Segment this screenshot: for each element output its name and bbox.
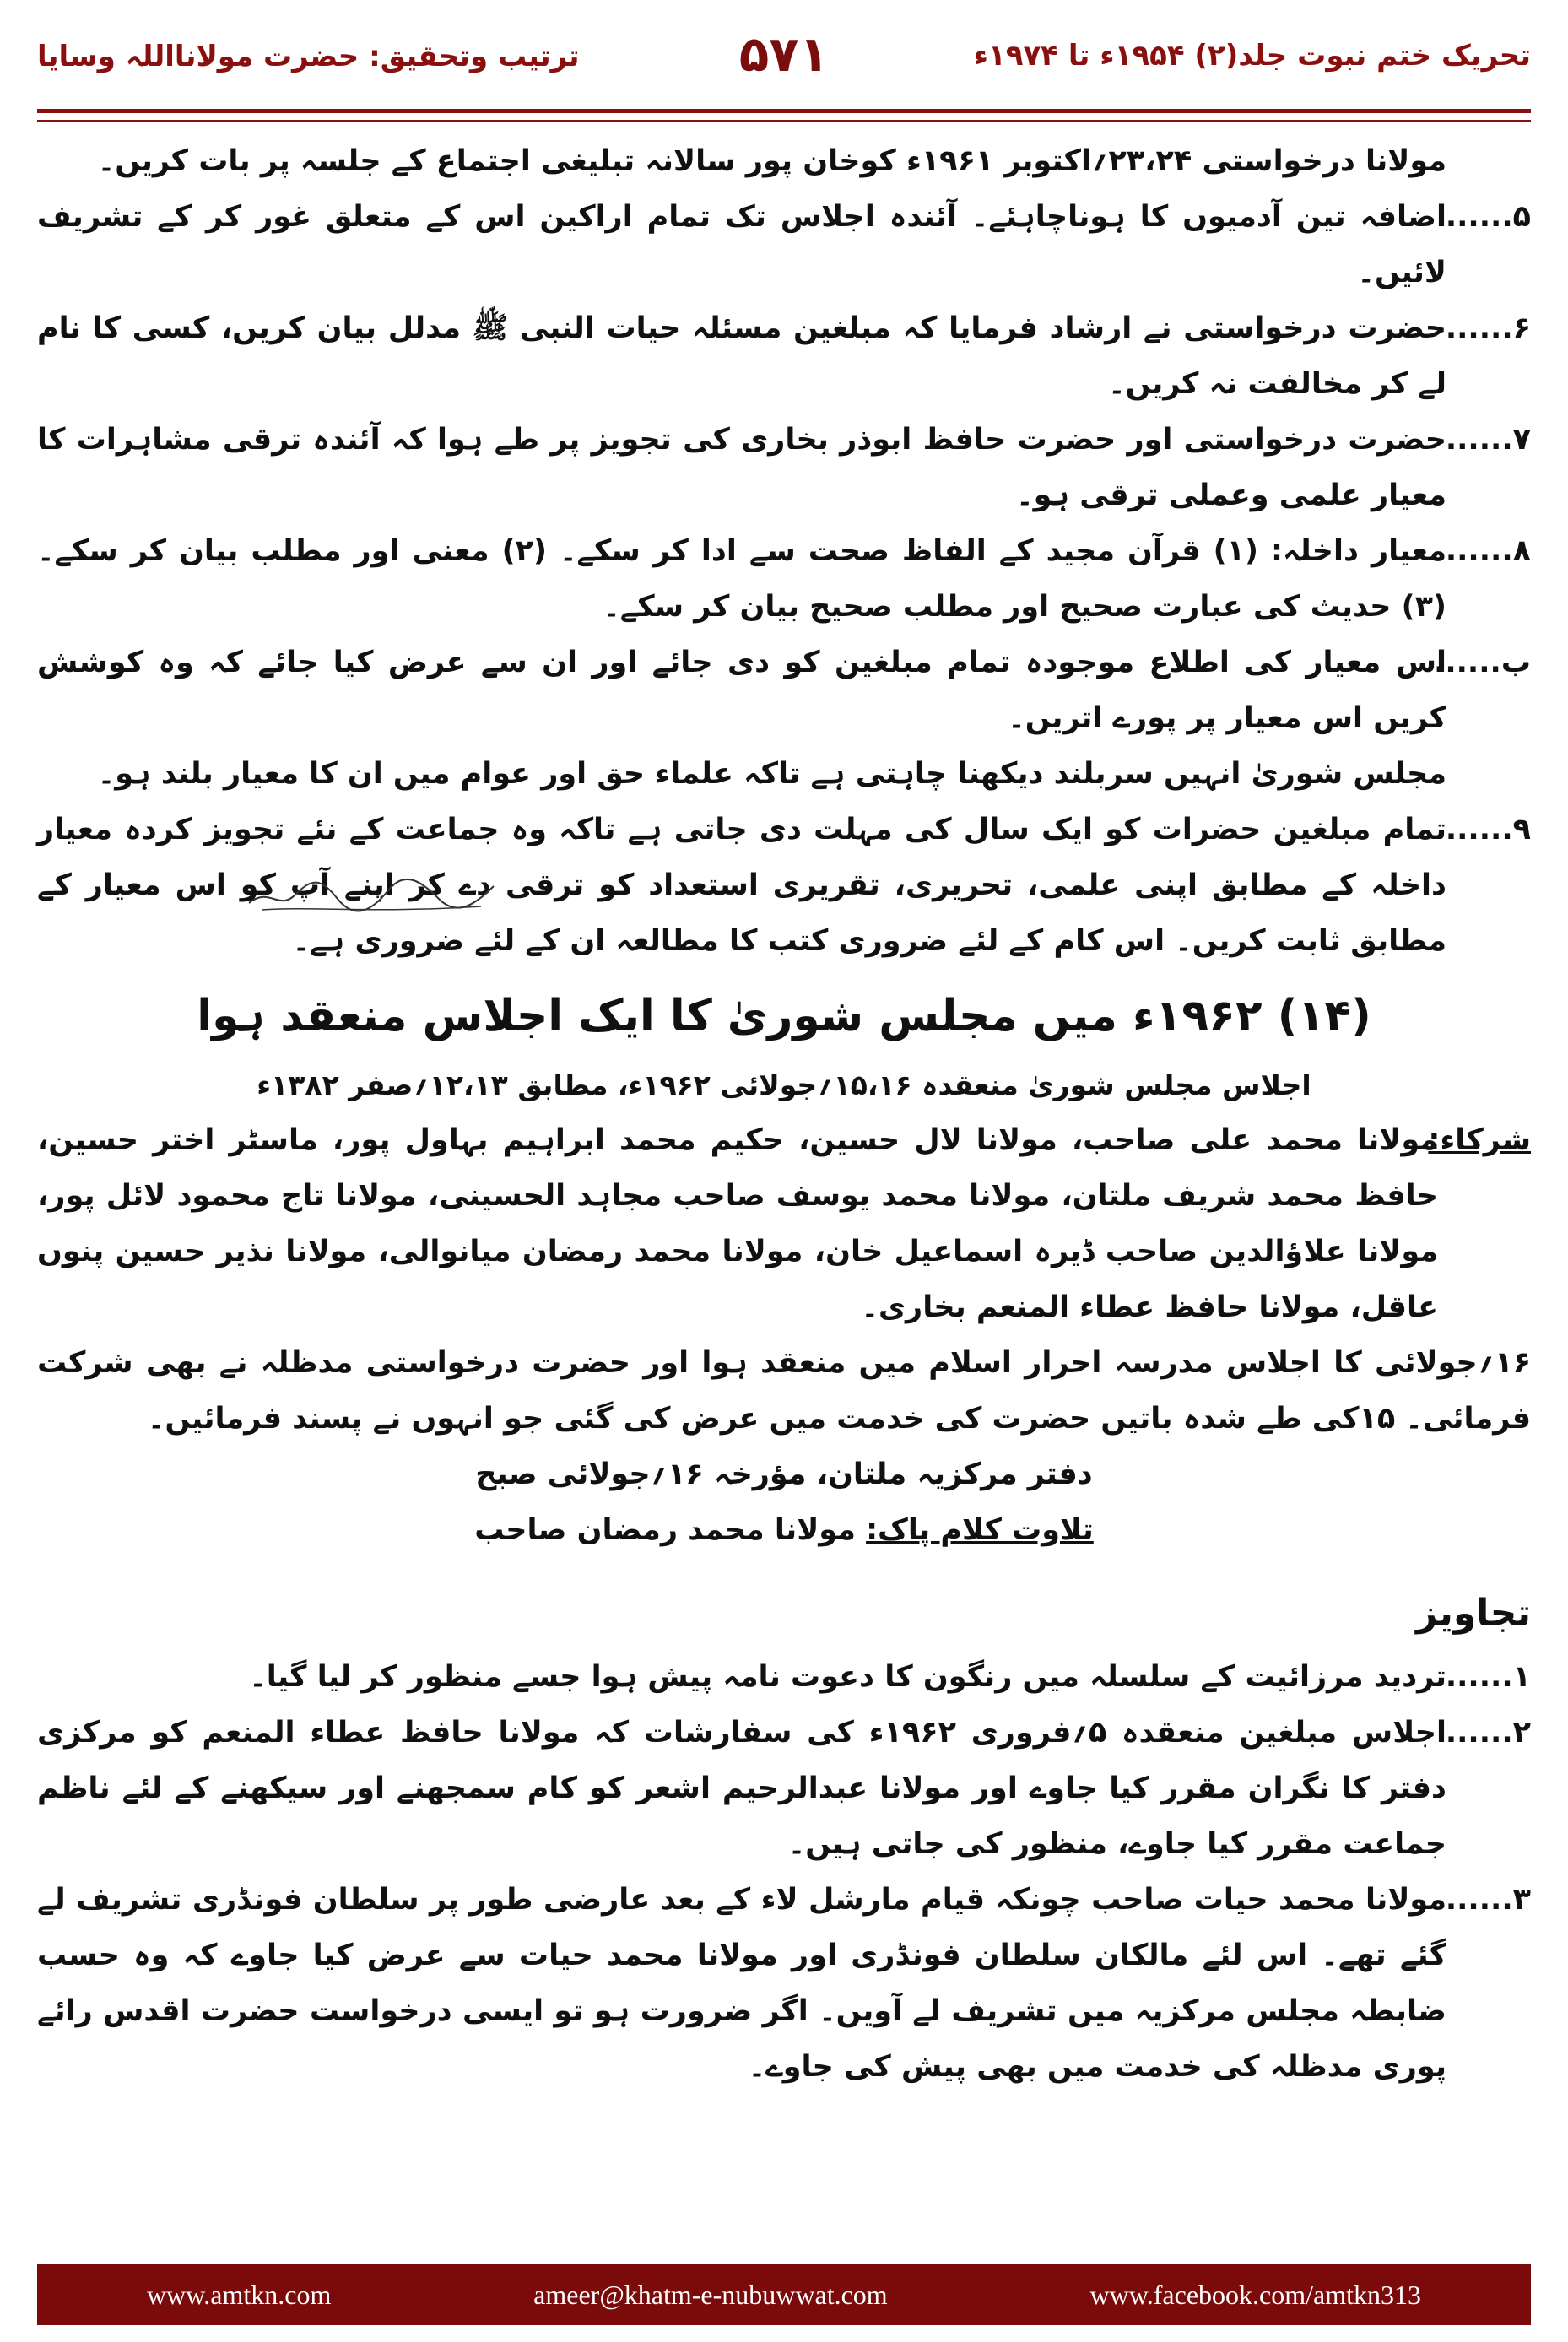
- list-item: [37, 412, 1531, 523]
- list-item: [37, 1705, 1531, 1872]
- item-text: تردید مرزائیت کے سلسلہ میں رنگون کا دعوت نامہ پیش ہوا جسے منظور کر لیا گیا۔: [249, 1660, 1446, 1694]
- page-footer: [37, 2264, 1531, 2325]
- participants: [37, 1112, 1531, 1335]
- meeting-heading: (۱۴) ۱۹۶۲ء میں مجلس شوریٰ کا ایک اجلاس منعقد ہوا: [197, 991, 1371, 1041]
- list-item: [37, 635, 1531, 746]
- intro-line: مولانا درخواستی ۲۳،۲۴؍اکتوبر ۱۹۶۱ء کوخان پور سالانہ تبلیغی اجتماع کے جلسہ پر بات کریں۔: [97, 144, 1446, 178]
- header-rule: [37, 109, 1531, 113]
- list-item: [37, 523, 1531, 635]
- item-number: ب......: [1434, 646, 1531, 679]
- item-text: اس معیار کی اطلاع موجودہ تمام مبلغین کو دی جائے اور ان سے عرض کیا جائے کہ وہ کوشش کریں اس معیار پر پورے اتریں۔: [37, 646, 1446, 735]
- item-text: تمام مبلغین حضرات کو ایک سال کی مہلت دی جاتی ہے تاکہ وہ جماعت کے نئے تجویز کردہ معیار داخلہ کے مطابق اپنی علمی، تحریری، تقریری استعداد کو ترقی دے کر اپنے آپ کو اس معیار کے مطابق ثابت کریں۔ اس کام کے لئے ضروری کتب کا مطالعہ ان کے لئے ضروری ہے۔: [37, 813, 1446, 958]
- page-header: [37, 20, 1531, 113]
- recitation-label: تلاوت کلام پاک:: [866, 1513, 1094, 1547]
- participants-text: مولانا محمد علی صاحب، مولانا لال حسین، حکیم محمد ابراہیم بہاول پور، ماسٹر اختر حسین، حافظ محمد شریف ملتان، مولانا محمد یوسف صاحب مجاہد الحسینی، مولانا تاج محمود لائل پور، مولانا علاؤالدین صاحب ڈیرہ اسماعیل خان، مولانا محمد رمضان میانوالی، مولانا نذیر حسین پنوں عاقل، مولانا حافظ عطاء المنعم بخاری۔: [37, 1123, 1438, 1324]
- item-text: حضرت درخواستی نے ارشاد فرمایا کہ مبلغین مسئلہ حیات النبی ﷺ مدلل بیان کریں، کسی کا نام لے کر مخالفت نہ کریں۔: [37, 311, 1446, 401]
- list-item: [37, 189, 1531, 300]
- book-title: تحریک ختم نبوت جلد(۲) ۱۹۵۴ء تا ۱۹۷۴ء: [973, 39, 1531, 73]
- item-number: ۶......: [1445, 311, 1531, 345]
- item-text: اجلاس مبلغین منعقدہ ۵؍فروری ۱۹۶۲ء کی سفارشات کہ مولانا حافظ عطاء المنعم کو مرکزی دفتر کا نگران مقرر کیا جاوے اور مولانا عبدالرحیم اشعر کو کام سمجھنے اور سیکھنے کے لئے ناظم جماعت مقرر کیا جاوے، منظور کی جاتی ہیں۔: [37, 1716, 1446, 1861]
- item-text: معیار داخلہ: (۱) قرآن مجید کے الفاظ صحت سے ادا کر سکے۔ (۲) معنی اور مطلب بیان کر سکے۔ (۳) حدیث کی عبارت صحیح اور مطلب صحیح بیان کر سکے۔: [37, 534, 1446, 624]
- list-item: [37, 1649, 1531, 1705]
- proposals-title: تجاویز: [1416, 1592, 1531, 1635]
- shura-note: مجلس شوریٰ انہیں سربلند دیکھنا چاہتی ہے تاکہ علماء حق اور عوام میں ان کا معیار بلند ہو۔: [97, 757, 1446, 791]
- item-text: حضرت درخواستی اور حضرت حافظ ابوذر بخاری کی تجویز پر طے ہوا کہ آئندہ ترقی مشاہرات کا معیار علمی وعملی ترقی ہو۔: [37, 423, 1446, 512]
- item-text: مولانا محمد حیات صاحب چونکہ قیام مارشل لاء کے بعد عارضی طور پر سلطان فونڈری تشریف لے گئے تھے۔ اس لئے مالکان سلطان فونڈری اور مولانا محمد حیات سے عرض کیا جاوے کہ وہ حسب ضابطہ مجلس مرکزیہ میں تشریف لے آویں۔ اگر ضرورت ہو تو ایسی درخواست حضرت اقدس رائے پوری مدظلہ کی خدمت میں بھی پیش کی جاوے۔: [37, 1883, 1446, 2084]
- meeting-subheading: اجلاس مجلس شوریٰ منعقدہ ۱۵،۱۶؍جولائی ۱۹۶۲ء، مطابق ۱۲،۱۳؍صفر ۱۳۸۲ء: [257, 1068, 1311, 1101]
- email-link[interactable]: ameer@khatm-e-nubuwwat.com: [533, 2279, 888, 2310]
- header-rule-thin: [37, 120, 1531, 122]
- session-note: ۱۶؍جولائی کا اجلاس مدرسہ احرار اسلام میں منعقد ہوا اور حضرت درخواستی مدظلہ نے بھی شرکت فرمائی۔ ۱۵کی طے شدہ باتیں حضرت کی خدمت میں عرض کی گئی جو انہوں نے پسند فرمائیں۔: [37, 1346, 1531, 1436]
- facebook-link[interactable]: www.facebook.com/amtkn313: [1089, 2279, 1421, 2310]
- page-body: [37, 133, 1531, 2253]
- item-number: ۲......: [1445, 1716, 1531, 1750]
- website-link[interactable]: www.amtkn.com: [147, 2279, 332, 2310]
- page-number: ۵۷۱: [738, 25, 830, 83]
- compiler-credit: ترتیب وتحقیق: حضرت مولانااللہ وسایا: [37, 40, 580, 73]
- recitation-line: [37, 1502, 1531, 1558]
- item-number: ۵......: [1445, 200, 1531, 234]
- item-number: ۷......: [1445, 423, 1531, 457]
- list-item: [37, 1872, 1531, 2095]
- venue-line: دفتر مرکزیہ ملتان، مؤرخہ ۱۶؍جولائی صبح: [475, 1458, 1093, 1491]
- item-number: ۹......: [1445, 813, 1531, 846]
- item-number: ۳......: [1445, 1883, 1531, 1917]
- participants-label: شرکاء:: [1428, 1123, 1531, 1157]
- list-item: [37, 300, 1531, 412]
- signature-scribble: [245, 869, 498, 920]
- item-number: ۸......: [1445, 534, 1531, 568]
- recitation-text: مولانا محمد رمضان صاحب: [474, 1513, 856, 1547]
- item-text: اضافہ تین آدمیوں کا ہوناچاہئے۔ آئندہ اجلاس تک تمام اراکین اس کے متعلق غور کر کے تشریف لائیں۔: [37, 200, 1446, 289]
- item-number: ۱......: [1445, 1660, 1531, 1694]
